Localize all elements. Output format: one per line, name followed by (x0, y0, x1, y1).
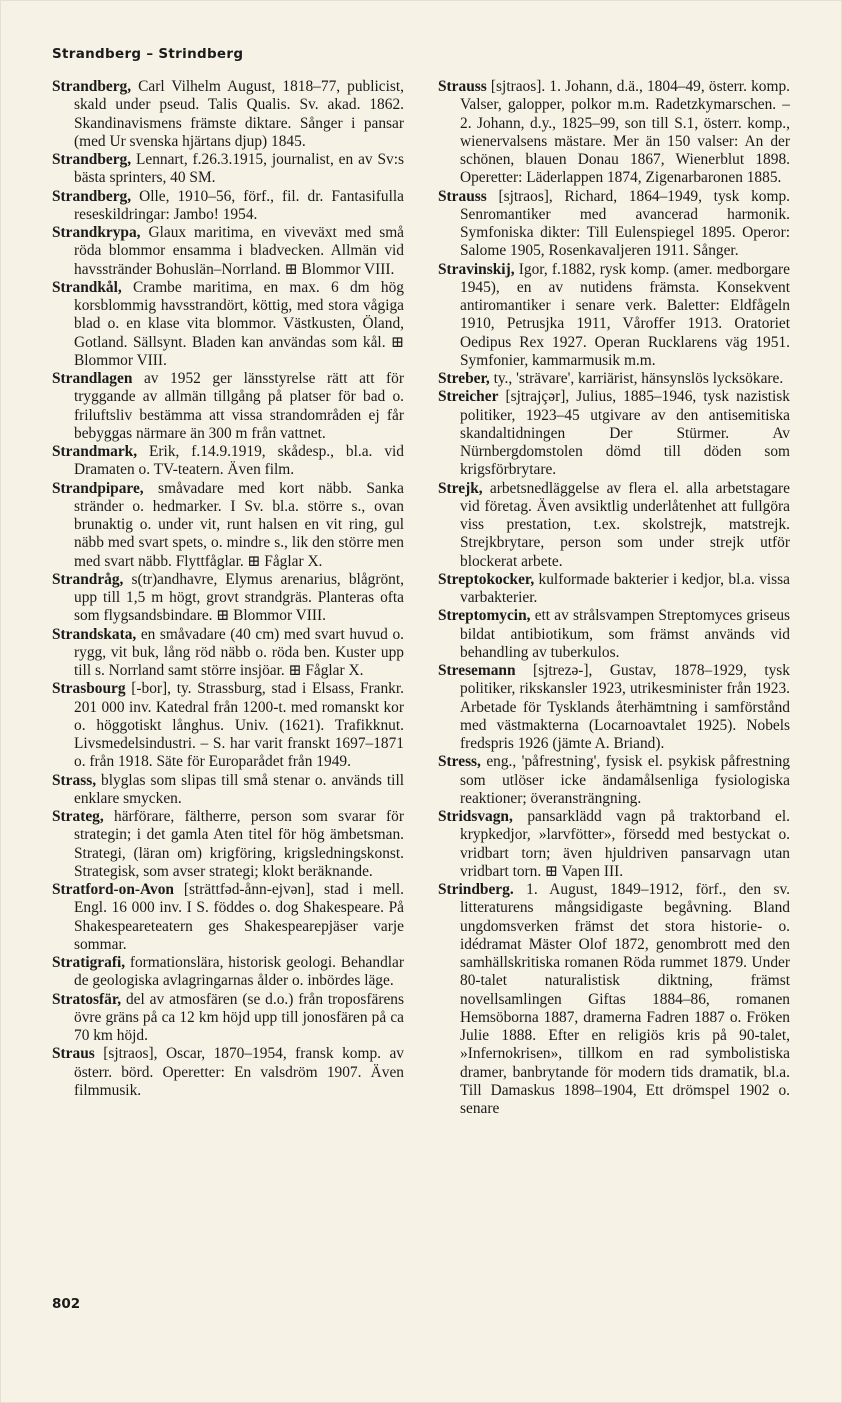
entry-headword: Strandberg, (52, 78, 132, 95)
dictionary-entry (438, 607, 790, 662)
dictionary-entry (52, 480, 404, 571)
entry-definition: en småvadare (40 cm) med svart huvud o. rygg, vit buk, lång röd näbb o. röda ben. Kuster upp till s. Norrland samt större insjöar. ⊞ Fåglar X. (74, 625, 404, 679)
right-column (438, 78, 790, 1118)
entry-headword: Strejk, (438, 479, 483, 497)
entry-definition: Igor, f.1882, rysk komp. (amer. medborgare 1945), en av nutidens främsta. Konsekvent antiromantiker i senare verk. Baletter: Eldfågeln 1910, Petrusjka 1911, Våroffer 1913. Oratoriet Oedipus Rex 1927. Operan Rucklarens väg 1951. Symfonier, kammarmusik m.m. (460, 260, 790, 369)
entry-definition: härförare, fältherre, person som svarar för strategin; i det gamla Aten titel för hög ämbetsman. Strategi, (läran om) krigföring, krigsledningskonst. Strategisk, som avser strategi; klokt beräknande. (74, 808, 404, 880)
entry-headword: Stress, (438, 753, 481, 771)
entry-headword: Strandkål, (52, 278, 122, 296)
dictionary-entry (438, 261, 790, 371)
entry-definition: av 1952 ger länsstyrelse rätt att för tryggande av allmän tillgång på platser för bad o. friluftsliv bestämma att vissa strandområden ej får bebyggas närmare än 300 m från vattnet. (74, 370, 404, 442)
entry-definition: Crambe maritima, en max. 6 dm hög korsblommig havsstrandört, köttig, med stora vågiga blad o. en klase vita blommor. Västkusten, Öland, Gotland. Sällsynt. Bladen kan användas som kål. ⊞ Blommor VIII. (74, 278, 404, 369)
entry-definition: småvadare med kort näbb. Sanka stränder o. hedmarker. I Sv. bl.a. större s., ovan brunaktig o. under vit, runt halsen en vit ring, gul näbb med svart spets, o. mindre s., lik den större men med svart näbb. Flyttfåglar. ⊞ Fåglar X. (74, 479, 404, 570)
dictionary-entry (52, 772, 404, 809)
dictionary-entry (52, 370, 404, 443)
entry-definition: Lennart, f.26.3.1915, journalist, en av Sv:s bästa sprinters, 40 SM. (74, 151, 404, 187)
entry-definition: [sjtraos], Richard, 1864–1949, tysk komp. Senromantiker med avancerad harmonik. Symfoniska dikter: Till Eulenspiegel 1895. Operor: Salome 1905, Rosenkavaljeren 1911. Sånger. (460, 187, 790, 260)
entry-headword: Straus (52, 1045, 95, 1063)
entry-headword: Streptokocker, (438, 570, 535, 588)
dictionary-entry (438, 480, 790, 571)
dictionary-entry (52, 680, 404, 771)
entry-headword: Strandlagen (52, 370, 133, 387)
entry-definition: eng., 'påfrestning', fysisk el. psykisk påfrestning som utlöser icke ändamålsenliga fysiologiska reaktioner; överansträngning. (460, 753, 790, 807)
entry-definition: Carl Vilhelm August, 1818–77, publicist, skald under pseud. Talis Qualis. Sv. akad. 1862. Skandinavismens främste diktare. Sånger i pansar (med Ur svenska hjärtans djup) 1845. (74, 78, 404, 150)
entry-headword: Strindberg. (438, 881, 514, 898)
dictionary-entry (438, 808, 790, 881)
entry-headword: Strass, (52, 771, 97, 789)
dictionary-entry (52, 224, 404, 279)
entry-headword: Strauss (438, 78, 487, 95)
entry-definition: pansarklädd vagn på traktorband el. krypkedjor, »larvfötter», försedd med bestyckat o. vridbart torn; även hjuldriven pansarvagn utan vridbart torn. ⊞ Vapen III. (460, 808, 790, 880)
dictionary-entry (52, 279, 404, 370)
entry-definition: Glaux maritima, en viveväxt med små röda blommor ensamma i bladvecken. Allmän vid havsstränder Bohuslän–Norrland. ⊞ Blommor VIII. (74, 224, 404, 278)
entry-headword: Stratford-on-Avon (52, 881, 174, 898)
entry-headword: Strandråg, (52, 570, 124, 588)
entry-definition: [-bor], ty. Strassburg, stad i Elsass, Frankr. 201 000 inv. Katedral från 1200-t. med romanskt kor o. höggotiskt långhus. Univ. (1621). Trafikknut. Livsmedelsindustri. – S. har varit franskt 1697–1871 o. från 1918. Säte för Europarådet från 1949. (74, 680, 404, 771)
dictionary-entry (438, 388, 790, 479)
dictionary-entry (52, 808, 404, 881)
entry-definition: [sjtraos]. 1. Johann, d.ä., 1804–49, österr. komp. Valser, galopper, polkor m.m. Radetzkymarschen. – 2. Johann, d.y., 1825–99, son till S.1, österr. komp., wienervalsens mästare. Mer än 150 valser: An der schönen, blauen Donau 1867, Wienerblut 1898. Operetter: Läderlappen 1874, Zigenarbaronen 1885. (460, 78, 790, 187)
dictionary-entry (52, 991, 404, 1046)
entry-definition: ty., 'strävare', karriärist, hänsynslös lycksökare. (489, 370, 784, 387)
entry-definition: [sjtrajçər], Julius, 1885–1946, tysk nazistisk politiker, 1923–45 utgivare av den antisemitiska skandaltidningen Der Stürmer. Av Nürnbergdomstolen dömd till döden som krigsförbrytare. (460, 388, 790, 479)
entry-definition: ett av strålsvampen Streptomyces griseus bildat antibiotikum, som främst används vid behandling av tuberkulos. (460, 607, 790, 661)
dictionary-entry (52, 151, 404, 188)
entry-headword: Streptomycin, (438, 607, 531, 625)
dictionary-entry (52, 571, 404, 626)
entry-definition: blyglas som slipas till små stenar o. används till enklare smycken. (74, 771, 404, 807)
entry-definition: [sjtrezə-], Gustav, 1878–1929, tysk politiker, rikskansler 1923, utrikesminister från 1923. Arbetade för Tysklands återhämtning i samförstånd med västmakterna (Locarnoavtalet 1925). Nobels fredspris 1926 (jämte A. Briand). (460, 662, 790, 752)
entry-definition: Olle, 1910–56, förf., fil. dr. Fantasifulla reseskildringar: Jambo! 1954. (74, 187, 404, 223)
entry-headword: Streber, (438, 370, 490, 387)
entry-headword: Strandberg, (52, 187, 132, 205)
entry-headword: Strandskata, (52, 625, 137, 643)
entry-definition: del av atmosfären (se d.o.) från troposfärens övre gräns på ca 12 km höjd upp till jonosfären på ca 70 km höjd. (74, 990, 404, 1044)
entry-definition: arbetsnedläggelse av flera el. alla arbetstagare vid företag. Även avsiktlig underlåtenhet att fullgöra viss prestation, t.ex. skolstrejk, matstrejk. Strejkbrytare, person som under strejk utför blockerat arbete. (460, 479, 790, 570)
left-column (52, 78, 404, 1100)
entry-headword: Strandpipare, (52, 479, 144, 497)
dictionary-entry (438, 753, 790, 808)
dictionary-entry (438, 188, 790, 261)
entry-definition: formationslära, historisk geologi. Behandlar de geologiska avlagringarnas ålder o. inbördes läge. (74, 954, 404, 990)
dictionary-entry (52, 443, 404, 480)
dictionary-entry (52, 78, 404, 151)
entry-definition: s(tr)andhavre, Elymus arenarius, blågrönt, upp till 1,5 m högt, grovt strandgräs. Planteras ofta som flygsandsbindare. ⊞ Blommor VIII. (74, 570, 404, 625)
dictionary-entry (52, 626, 404, 681)
entry-headword: Strandberg, (52, 151, 132, 168)
entry-definition: 1. August, 1849–1912, förf., den sv. litteraturens mångsidigaste begåvning. Bland ungdomsverken främst det stora historie- o. idédramat Mäster Olof 1872, genombrott med den samhällskritiska romanen Röda rummet 1879. Under 80-talet naturalistisk diktning, främst novellsamlingen Giftas 1884–86, romanen Hemsöborna 1887, dramerna Fadren 1887 o. Fröken Julie 1888. Efter en religiös kris på 90-talet, »Infernokrisen», tillkom en rad symbolistiska dramer, banbrytande för modern tids dramatik, bl.a. Till Damaskus 1898–1904, Ett drömspel 1902 o. senare (460, 881, 790, 1117)
dictionary-entry (52, 1045, 404, 1100)
dictionary-entry (52, 954, 404, 991)
entry-definition: Erik, f.14.9.1919, skådesp., bl.a. vid Dramaten o. TV-teatern. Även film. (74, 443, 404, 479)
entry-headword: Strandmark, (52, 443, 138, 460)
entry-headword: Stresemann (438, 662, 516, 679)
entry-headword: Stratosfär, (52, 990, 122, 1008)
dictionary-entry (438, 571, 790, 608)
entry-headword: Strasbourg (52, 680, 126, 698)
page-number: 802 (52, 1296, 81, 1312)
dictionary-entry (438, 881, 790, 1118)
entry-headword: Stratigrafi, (52, 954, 126, 971)
dictionary-entry (52, 881, 404, 954)
entry-definition: [sjtraos], Oscar, 1870–1954, fransk komp. av österr. börd. Operetter: En valsdröm 1907. Även filmmusik. (74, 1045, 404, 1099)
entry-headword: Strandkrypa, (52, 224, 141, 241)
dictionary-entry (438, 370, 790, 388)
dictionary-entry (438, 662, 790, 753)
running-head: Strandberg – Strindberg (52, 46, 244, 62)
entry-headword: Streicher (438, 388, 499, 406)
entry-definition: [strättfəd-ånn-ejvən], stad i mell. Engl. 16 000 inv. I S. föddes o. dog Shakespeare. På Shakespeareteatern ges Shakespearepjäser varje sommar. (74, 881, 404, 953)
entry-headword: Stravinskij, (438, 260, 515, 278)
entry-headword: Strateg, (52, 808, 104, 825)
entry-headword: Stridsvagn, (438, 808, 513, 825)
dictionary-entry (52, 188, 404, 225)
dictionary-entry (438, 78, 790, 188)
entry-definition: kulformade bakterier i kedjor, bl.a. vissa varbakterier. (460, 570, 790, 606)
entry-headword: Strauss (438, 187, 487, 205)
